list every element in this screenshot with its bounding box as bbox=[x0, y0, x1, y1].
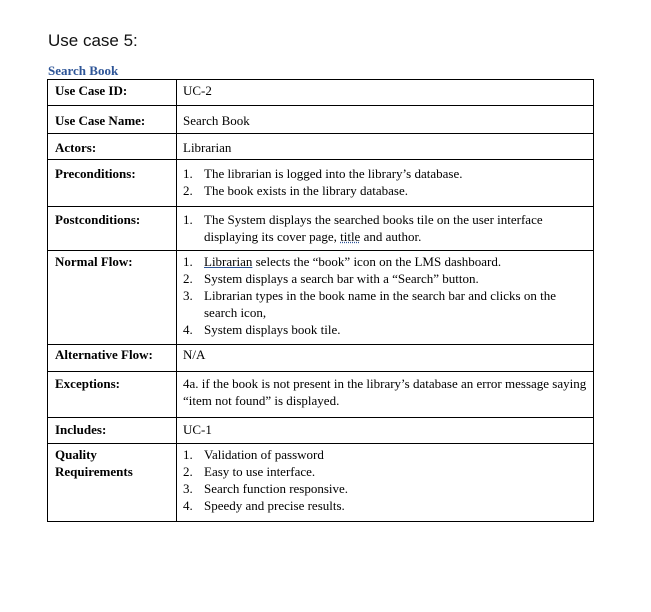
list-text: Search function responsive. bbox=[204, 481, 349, 496]
row-preconditions bbox=[48, 160, 594, 207]
exceptions-value: 4a. if the book is not present in the library’s database an error message saying “item not found” is displayed. bbox=[177, 372, 594, 418]
actors-value: Librarian bbox=[177, 134, 594, 160]
row-includes bbox=[48, 418, 594, 444]
row-actors bbox=[48, 134, 594, 160]
preconditions-label: Preconditions: bbox=[48, 160, 177, 207]
list-text: The book exists in the library database. bbox=[204, 183, 408, 198]
includes-label: Includes: bbox=[48, 418, 177, 444]
list-item bbox=[183, 480, 587, 497]
preconditions-list bbox=[183, 165, 587, 199]
list-text: System displays book tile. bbox=[204, 322, 341, 337]
list-number: 1. bbox=[183, 212, 193, 227]
table-caption: Search Book bbox=[48, 63, 119, 78]
list-text: and author. bbox=[360, 229, 422, 244]
alternative-flow-label: Alternative Flow: bbox=[48, 345, 177, 372]
list-number: 3. bbox=[183, 481, 193, 496]
preconditions-value bbox=[177, 160, 594, 207]
list-text: selects the “book” icon on the LMS dashboard. bbox=[252, 254, 502, 269]
list-item bbox=[183, 165, 587, 182]
row-exceptions bbox=[48, 372, 594, 418]
list-number: 2. bbox=[183, 183, 193, 198]
list-text-title: title bbox=[340, 229, 361, 244]
postconditions-value bbox=[177, 207, 594, 251]
list-number: 4. bbox=[183, 498, 193, 513]
list-number: 1. bbox=[183, 166, 193, 181]
includes-value: UC-1 bbox=[177, 418, 594, 444]
list-item bbox=[183, 287, 587, 321]
list-text: Librarian types in the book name in the search bar and clicks on the search icon, bbox=[204, 288, 556, 320]
list-number: 1. bbox=[183, 447, 193, 462]
list-item bbox=[183, 270, 587, 287]
list-item bbox=[183, 463, 587, 480]
row-use-case-id bbox=[48, 80, 594, 106]
exceptions-label: Exceptions: bbox=[48, 372, 177, 418]
list-item bbox=[183, 211, 587, 245]
quality-requirements-value bbox=[177, 444, 594, 522]
list-text: Easy to use interface. bbox=[204, 464, 316, 479]
actors-label: Actors: bbox=[48, 134, 177, 160]
list-text-librarian: Librarian bbox=[204, 254, 253, 269]
use-case-name-value: Search Book bbox=[177, 106, 594, 134]
row-postconditions bbox=[48, 207, 594, 251]
list-item bbox=[183, 182, 587, 199]
row-use-case-name bbox=[48, 106, 594, 134]
normal-flow-label: Normal Flow: bbox=[48, 251, 177, 345]
list-item bbox=[183, 497, 587, 514]
list-number: 4. bbox=[183, 322, 193, 337]
list-text: System displays a search bar with a “Search” button. bbox=[204, 271, 479, 286]
label-line: Quality bbox=[55, 447, 97, 462]
row-quality-requirements bbox=[48, 444, 594, 522]
use-case-name-label: Use Case Name: bbox=[48, 106, 177, 134]
list-text: The librarian is logged into the library’s database. bbox=[204, 166, 463, 181]
list-text: The System displays the searched books tile on the user interface displaying its cover page, bbox=[204, 212, 543, 244]
postconditions-list bbox=[183, 211, 587, 245]
use-case-id-label: Use Case ID: bbox=[48, 80, 177, 106]
list-item bbox=[183, 321, 587, 338]
section-heading: Use case 5: bbox=[48, 31, 138, 50]
list-text: Validation of password bbox=[204, 447, 324, 462]
use-case-table bbox=[47, 79, 594, 522]
normal-flow-value bbox=[177, 251, 594, 345]
list-item bbox=[183, 446, 587, 463]
alternative-flow-value: N/A bbox=[177, 345, 594, 372]
list-text: Speedy and precise results. bbox=[204, 498, 345, 513]
normal-flow-list bbox=[183, 253, 587, 338]
list-number: 1. bbox=[183, 254, 193, 269]
postconditions-label: Postconditions: bbox=[48, 207, 177, 251]
use-case-id-value: UC-2 bbox=[177, 80, 594, 106]
label-line: Requirements bbox=[55, 464, 133, 479]
list-item bbox=[183, 253, 587, 270]
list-number: 2. bbox=[183, 464, 193, 479]
list-number: 3. bbox=[183, 288, 193, 303]
quality-requirements-list bbox=[183, 446, 587, 514]
list-number: 2. bbox=[183, 271, 193, 286]
row-alternative-flow bbox=[48, 345, 594, 372]
row-normal-flow bbox=[48, 251, 594, 345]
quality-requirements-label bbox=[48, 444, 177, 522]
